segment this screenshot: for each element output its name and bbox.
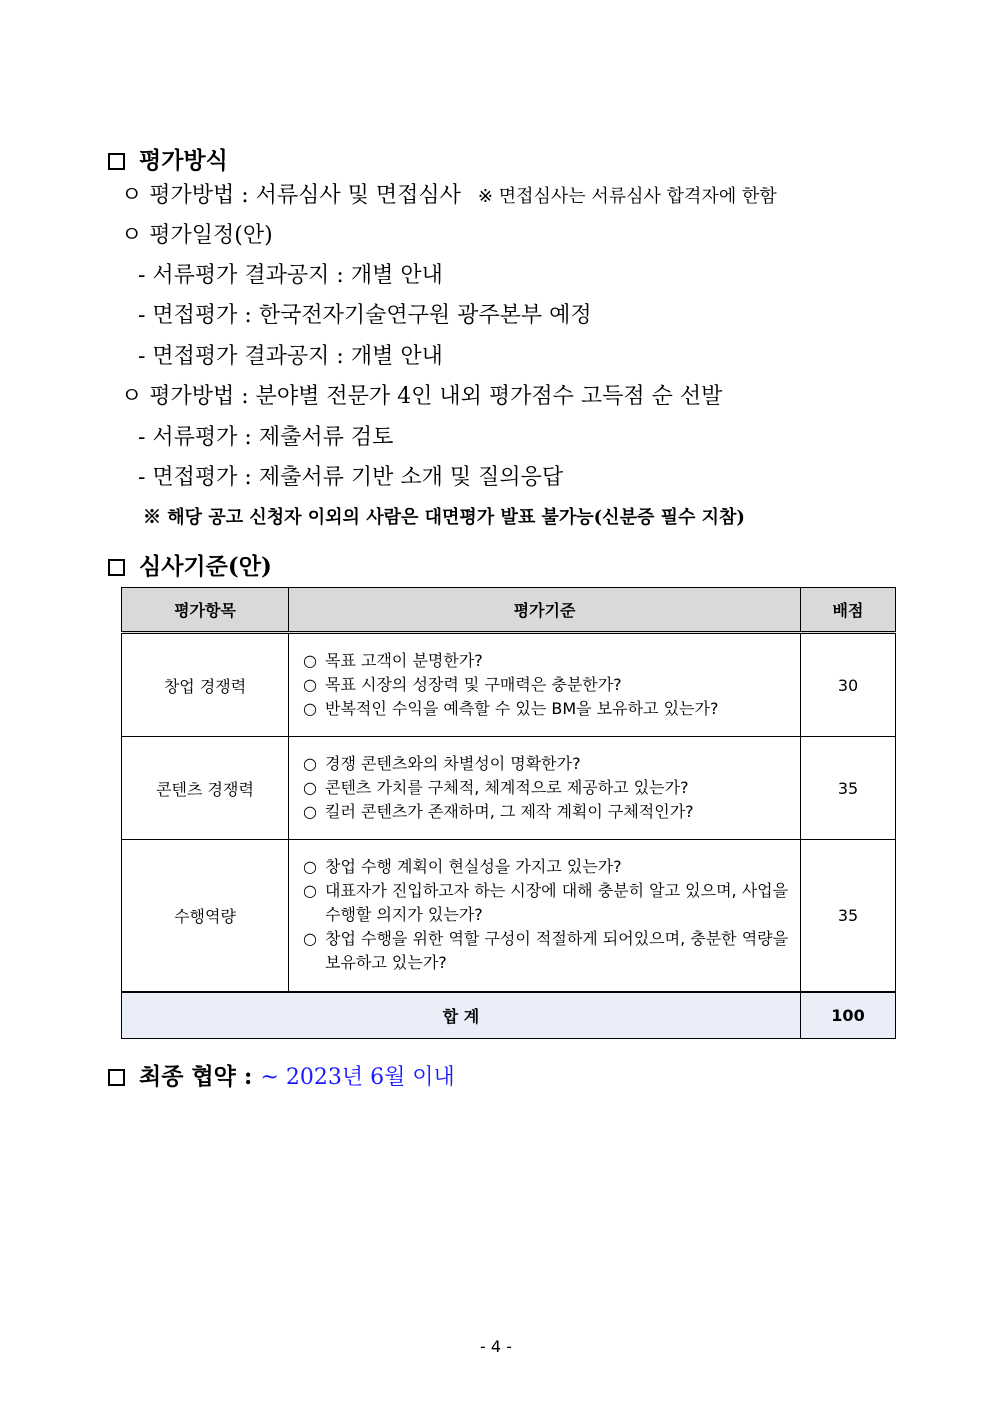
header-category: 평가항목 <box>122 588 289 633</box>
criteria-item: ○ 대표자가 진입하고자 하는 시장에 대해 충분히 알고 있으며, 사업을 수행할 의지가 있는가? <box>303 879 790 927</box>
table-row <box>122 633 896 737</box>
row-criteria <box>289 737 801 840</box>
row-score: 35 <box>801 840 896 992</box>
total-label: 합 계 <box>122 992 801 1039</box>
criteria-item: ○ 콘텐츠 가치를 구체적, 체계적으로 제공하고 있는가? <box>303 776 790 800</box>
row-score: 30 <box>801 633 896 737</box>
criteria-item: ○ 경쟁 콘텐츠와의 차별성이 명확한가? <box>303 752 790 776</box>
bullet-icon: ○ <box>303 929 317 949</box>
page-number: - 4 - <box>480 1337 512 1356</box>
eval-method-line: ㅇ 평가방법 : 서류심사 및 면접심사 ※ 면접심사는 서류심사 합격자에 한함 <box>121 183 777 208</box>
row-category: 수행역량 <box>122 840 289 992</box>
eval-schedule-line: ㅇ 평가일정(안) <box>121 223 273 248</box>
header-score: 배점 <box>801 588 896 633</box>
checkbox-square-icon <box>108 559 125 576</box>
eval-method-heading: 평가방식 <box>108 142 228 175</box>
table-header-row <box>122 588 896 633</box>
doc-result-line: - 서류평가 결과공지 : 개별 안내 <box>138 263 443 288</box>
total-row <box>122 992 896 1039</box>
checkbox-square-icon <box>108 153 125 170</box>
criteria-item: ○ 창업 수행 계획이 현실성을 가지고 있는가? <box>303 855 790 879</box>
criteria-item: ○ 목표 시장의 성장력 및 구매력은 충분한가? <box>303 673 790 697</box>
checkbox-square-icon <box>108 1069 125 1086</box>
total-score: 100 <box>801 992 896 1039</box>
attendance-note: ※ 해당 공고 신청자 이외의 사람은 대면평가 발표 불가능(신분증 필수 지참) <box>143 507 745 528</box>
interview-result-line: - 면접평가 결과공지 : 개별 안내 <box>138 344 443 369</box>
criteria-item: ○ 킬러 콘텐츠가 존재하며, 그 제작 계획이 구체적인가? <box>303 800 790 824</box>
interview-eval-line: - 면접평가 : 제출서류 기반 소개 및 질의응답 <box>138 465 564 490</box>
row-category: 콘텐츠 경쟁력 <box>122 737 289 840</box>
bullet-icon: ○ <box>303 651 317 670</box>
table-row <box>122 737 896 840</box>
bullet-icon: ○ <box>303 778 317 797</box>
bullet-icon: ○ <box>303 802 317 821</box>
criteria-item: ○ 반복적인 수익을 예측할 수 있는 BM을 보유하고 있는가? <box>303 697 790 721</box>
criteria-heading: 심사기준(안) <box>108 548 272 581</box>
criteria-table <box>121 587 896 1039</box>
doc-eval-line: - 서류평가 : 제출서류 검토 <box>138 425 394 450</box>
bullet-icon: ○ <box>303 754 317 773</box>
interview-note: ※ 면접심사는 서류심사 합격자에 한함 <box>477 186 777 207</box>
selection-method-line: ㅇ 평가방법 : 분야별 전문가 4인 내외 평가점수 고득점 순 선발 <box>121 384 723 409</box>
bullet-icon: ○ <box>303 881 317 901</box>
final-agreement-heading: 최종 협약 : ~ 2023년 6월 이내 <box>108 1058 455 1091</box>
header-criteria: 평가기준 <box>289 588 801 633</box>
row-criteria <box>289 633 801 737</box>
bullet-icon: ○ <box>303 699 317 718</box>
bullet-icon: ○ <box>303 857 317 877</box>
interview-place-line: - 면접평가 : 한국전자기술연구원 광주본부 예정 <box>138 303 592 328</box>
row-category: 창업 경쟁력 <box>122 633 289 737</box>
table-row <box>122 840 896 992</box>
row-score: 35 <box>801 737 896 840</box>
criteria-item: ○ 창업 수행을 위한 역할 구성이 적절하게 되어있으며, 충분한 역량을 보유하고 있는가? <box>303 927 790 975</box>
bullet-icon: ○ <box>303 675 317 694</box>
final-agreement-date: ~ 2023년 6월 이내 <box>260 1065 455 1090</box>
criteria-item: ○ 목표 고객이 분명한가? <box>303 649 790 673</box>
row-criteria <box>289 840 801 992</box>
